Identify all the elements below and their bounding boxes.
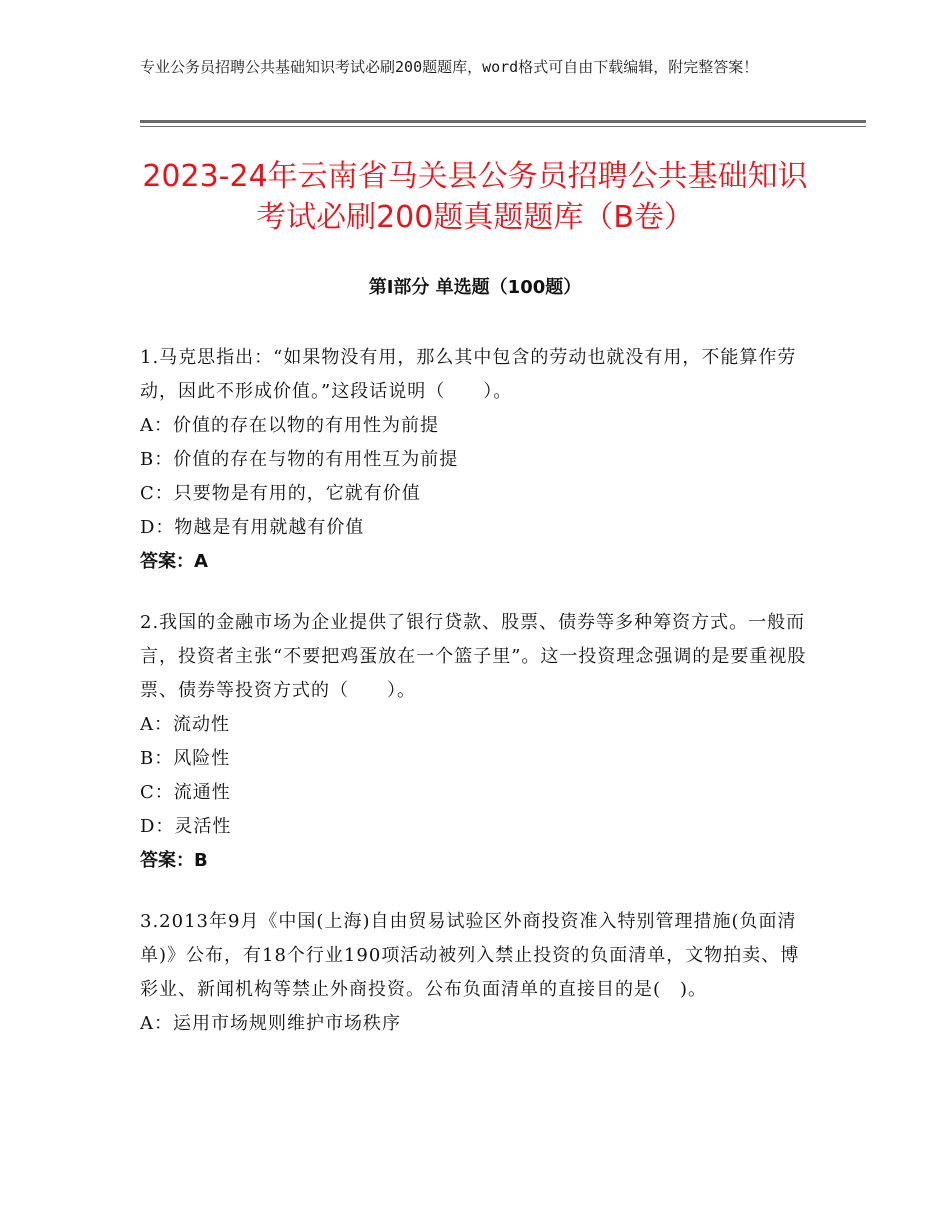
option-d: D：灵活性 [140, 816, 232, 837]
option-c: C：流通性 [140, 782, 231, 803]
header-note: 专业公务员招聘公共基础知识考试必刷200题题库，word格式可自由下载编辑，附完整答案！ [140, 58, 759, 76]
question-text: 3.2013年9月《中国(上海)自由贸易试验区外商投资准入特别管理措施(负面清单)》公布，有18个行业190项活动被列入禁止投资的负面清单，文物拍卖、博彩业、新闻机构等禁止外商投资。公布负面清单的直接目的是( )。 [140, 911, 800, 1000]
option-a: A：价值的存在以物的有用性为前提 [140, 415, 439, 436]
option-a: A：流动性 [140, 714, 230, 735]
option-b: B：价值的存在与物的有用性互为前提 [140, 449, 459, 470]
answer-value: B [194, 850, 208, 871]
question-text: 2.我国的金融市场为企业提供了银行贷款、股票、债券等多种筹资方式。一般而言，投资者主张“不要把鸡蛋放在一个篮子里”。这一投资理念强调的是要重视股票、债券等投资方式的（ ）。 [140, 612, 807, 701]
section-heading: 第Ⅰ部分 单选题（100题） [368, 277, 582, 298]
header-rule-thick [140, 120, 866, 123]
answer-line [140, 844, 812, 878]
answer-label: 答案： [140, 850, 194, 871]
question-3 [140, 905, 812, 1041]
question-list [140, 341, 812, 1068]
answer-label: 答案： [140, 551, 194, 572]
answer-value: A [194, 551, 208, 572]
question-2 [140, 606, 812, 878]
answer-line [140, 545, 812, 579]
question-text: 1.马克思指出：“如果物没有用，那么其中包含的劳动也就没有用，不能算作劳动，因此不形成价值。”这段话说明（ ）。 [140, 347, 797, 402]
document-title: 2023-24年云南省马关县公务员招聘公共基础知识考试必刷200题真题题库（B卷） [142, 159, 808, 235]
header-rule-thin [140, 126, 866, 127]
option-d: D：物越是有用就越有价值 [140, 517, 365, 538]
option-b: B：风险性 [140, 748, 231, 769]
question-1 [140, 341, 812, 579]
option-c: C：只要物是有用的，它就有价值 [140, 483, 421, 504]
option-a: A：运用市场规则维护市场秩序 [140, 1013, 401, 1034]
